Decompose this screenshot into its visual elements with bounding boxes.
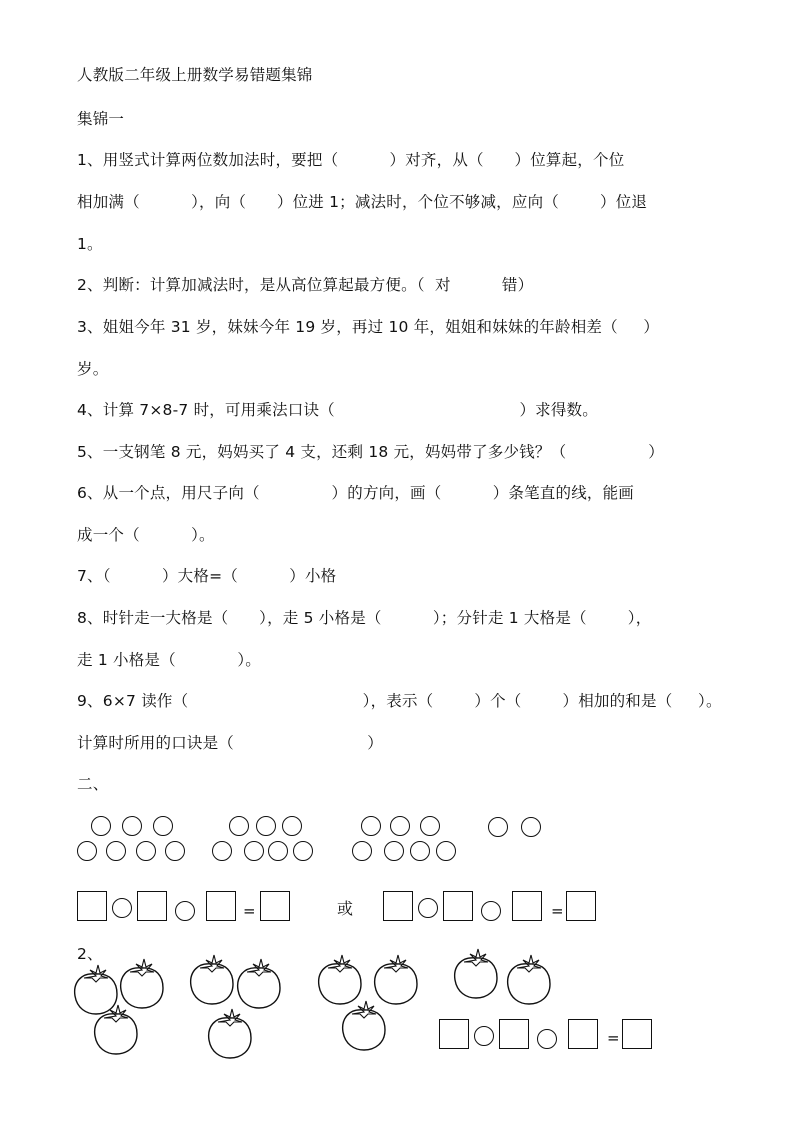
q9-line2: 计算时所用的口诀是（ ） bbox=[77, 734, 384, 752]
circle-shape bbox=[436, 841, 456, 861]
circle-shape bbox=[268, 841, 288, 861]
tomato-icon bbox=[92, 1002, 140, 1056]
q9-line1: 9、6×7 读作（ ），表示（ ）个（ ）相加的和是（ ）。 bbox=[77, 692, 722, 710]
equals-sign: = bbox=[607, 1029, 620, 1047]
answer-box[interactable] bbox=[260, 891, 290, 921]
circle-shape bbox=[153, 816, 173, 836]
answer-box[interactable] bbox=[137, 891, 167, 921]
operator-circle[interactable] bbox=[112, 898, 132, 918]
operator-circle[interactable] bbox=[175, 901, 195, 921]
answer-box[interactable] bbox=[439, 1019, 469, 1049]
q4-line: 4、计算 7×8-7 时，可用乘法口诀（ ）求得数。 bbox=[77, 401, 598, 419]
q1-line2: 相加满（ ），向（ ）位进 1；减法时，个位不够减，应向（ ）位退 bbox=[77, 193, 648, 211]
q1-line3: 1。 bbox=[77, 235, 103, 253]
circle-shape bbox=[256, 816, 276, 836]
circle-shape bbox=[352, 841, 372, 861]
q8-line2: 走 1 小格是（ ）。 bbox=[77, 651, 261, 669]
equals-sign: = bbox=[551, 902, 564, 920]
answer-box[interactable] bbox=[383, 891, 413, 921]
circle-shape bbox=[282, 816, 302, 836]
operator-circle[interactable] bbox=[481, 901, 501, 921]
q3-line2: 岁。 bbox=[77, 360, 109, 378]
q8-line1: 8、时针走一大格是（ ），走 5 小格是（ ）；分针走 1 大格是（ ）， bbox=[77, 609, 652, 627]
q7-line: 7、（ ）大格=（ ）小格 bbox=[77, 567, 337, 585]
q6-line1: 6、从一个点，用尺子向（ ）的方向，画（ ）条笔直的线，能画 bbox=[77, 484, 635, 502]
answer-box[interactable] bbox=[206, 891, 236, 921]
or-label: 或 bbox=[337, 899, 354, 918]
equals-sign: = bbox=[243, 902, 256, 920]
answer-box[interactable] bbox=[443, 891, 473, 921]
q2-line: 2、判断：计算加减法时，是从高位算起最方便。（ 对 错） bbox=[77, 276, 534, 294]
q6-line2: 成一个（ ）。 bbox=[77, 526, 215, 544]
circle-shape bbox=[106, 841, 126, 861]
answer-box[interactable] bbox=[622, 1019, 652, 1049]
answer-box[interactable] bbox=[568, 1019, 598, 1049]
circle-shape bbox=[136, 841, 156, 861]
tomato-icon bbox=[505, 952, 553, 1006]
q5-line: 5、一支钢笔 8 元，妈妈买了 4 支，还剩 18 元，妈妈带了多少钱？（ ） bbox=[77, 443, 665, 461]
section2-heading: 二、 bbox=[77, 775, 109, 793]
circle-shape bbox=[293, 841, 313, 861]
subtitle: 集锦一 bbox=[77, 110, 125, 128]
circle-shape bbox=[390, 816, 410, 836]
circle-shape bbox=[244, 841, 264, 861]
tomato-icon bbox=[206, 1006, 254, 1060]
circle-shape bbox=[77, 841, 97, 861]
q1-line1: 1、用竖式计算两位数加法时，要把（ ）对齐，从（ ）位算起，个位 bbox=[77, 151, 625, 169]
circle-shape bbox=[361, 816, 381, 836]
tomato-icon bbox=[452, 946, 500, 1000]
operator-circle[interactable] bbox=[418, 898, 438, 918]
tomato-icon bbox=[340, 998, 388, 1052]
circle-shape bbox=[122, 816, 142, 836]
answer-box[interactable] bbox=[512, 891, 542, 921]
operator-circle[interactable] bbox=[537, 1029, 557, 1049]
circle-shape bbox=[420, 816, 440, 836]
circle-shape bbox=[91, 816, 111, 836]
section2-item2-label: 2、 bbox=[77, 945, 103, 963]
circle-shape bbox=[488, 817, 508, 837]
tomato-icon bbox=[235, 956, 283, 1010]
circle-shape bbox=[165, 841, 185, 861]
circle-shape bbox=[229, 816, 249, 836]
answer-box[interactable] bbox=[77, 891, 107, 921]
answer-box[interactable] bbox=[566, 891, 596, 921]
circle-shape bbox=[521, 817, 541, 837]
doc-title: 人教版二年级上册数学易错题集锦 bbox=[77, 66, 313, 84]
answer-box[interactable] bbox=[499, 1019, 529, 1049]
circle-shape bbox=[212, 841, 232, 861]
tomato-icon bbox=[188, 952, 236, 1006]
circle-shape bbox=[384, 841, 404, 861]
circle-shape bbox=[410, 841, 430, 861]
q3-line1: 3、姐姐今年 31 岁，妹妹今年 19 岁，再过 10 年，姐姐和妹妹的年龄相差（ ） bbox=[77, 318, 660, 336]
operator-circle[interactable] bbox=[474, 1026, 494, 1046]
